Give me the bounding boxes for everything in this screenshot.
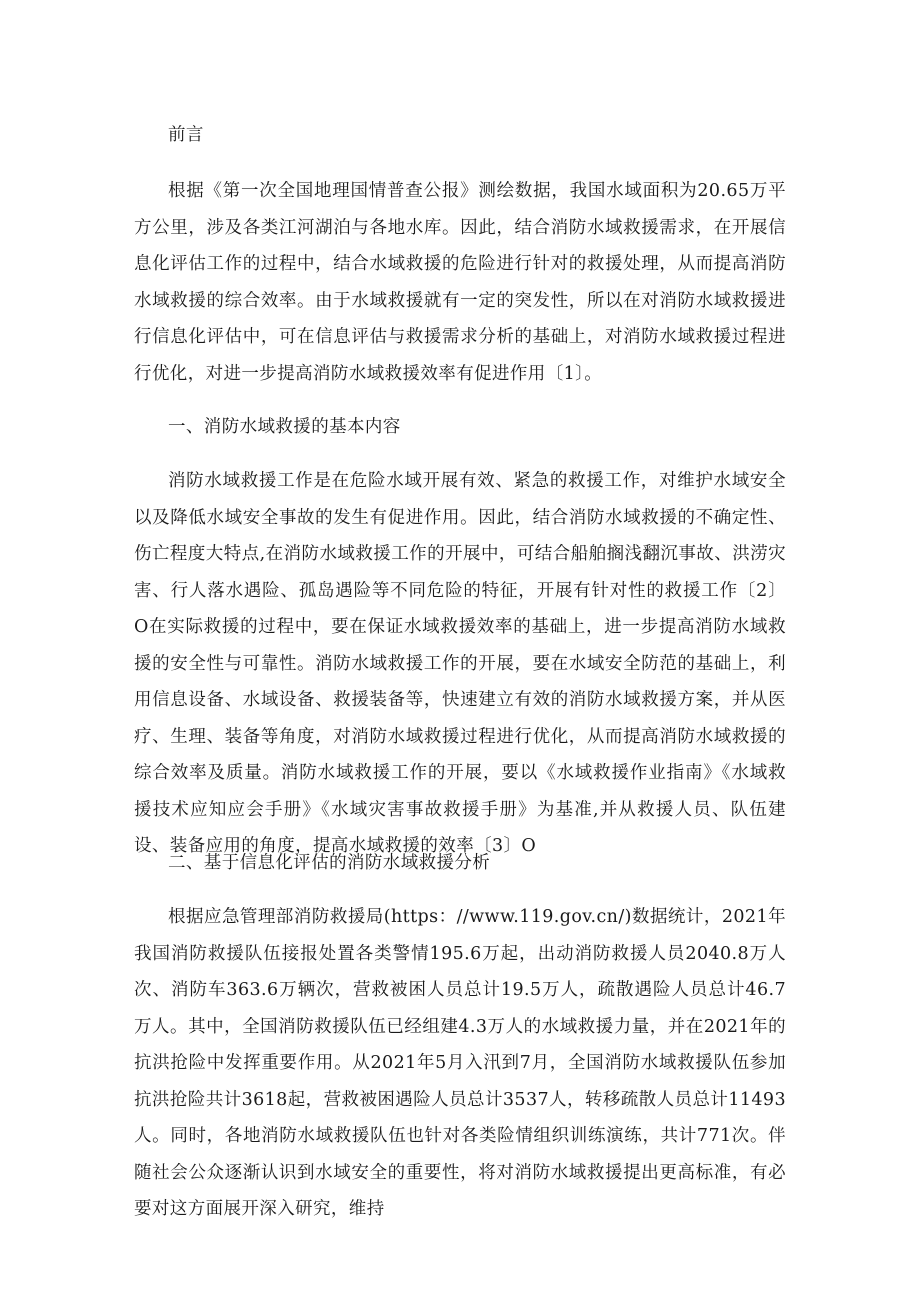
paragraph-section-2: 根据应急管理部消防救援局(https：//www.119.gov.cn/)数据统计，2021年我国消防救援队伍接报处置各类警情195.6万起，出动消防救援人员2040.8万人次、消防车363.6万辆次，营救被困人员总计19.5万人，疏散遇险人员总计46.7万人。其中，全国消防救援队伍已经组建4.3万人的水域救援力量，并在2021年的抗洪抢险中发挥重要作用。从2021年5月入汛到7月，全国消防水域救援队伍参加抗洪抢险共计3618起，营救被困遇险人员总计3537人，转移疏散人员总计11493人。同时，各地消防水域救援队伍也针对各类险情组织训练演练，共计771次。伴随社会公众逐渐认识到水域安全的重要性，将对消防水域救援提出更高标准，有必要对这方面展开深入研究，维持 bbox=[134, 907, 786, 1219]
heading-section-2: 二、基于信息化评估的消防水域救援分析 bbox=[168, 853, 491, 873]
paragraph-section-1: 消防水域救援工作是在危险水域开展有效、紧急的救援工作，对维护水域安全以及降低水域安全事故的发生有促进作用。因此，结合消防水域救援的不确定性、伤亡程度大特点,在消防水域救援工作的开展中，可结合船舶搁浅翻沉事故、洪涝灾害、行人落水遇险、孤岛遇险等不同危险的特征，开展有针对性的救援工作〔2〕O在实际救援的过程中，要在保证水域救援效率的基础上，进一步提高消防水域救援的安全性与可靠性。消防水域救援工作的开展，要在水域安全防范的基础上，利用信息设备、水域设备、救援装备等，快速建立有效的消防水域救援方案，并从医疗、生理、装备等角度，对消防水域救援过程进行优化，从而提高消防水域救援的综合效率及质量。消防水域救援工作的开展，要以《水域救援作业指南》《水域救援技术应知应会手册》《水域灾害事故救援手册》为基准,并从救援人员、队伍建设、装备应用的角度，提高水域救援的效率〔3〕O bbox=[134, 471, 786, 856]
paragraph-preface: 根据《第一次全国地理国情普查公报》测绘数据，我国水域面积为20.65万平方公里，涉及各类江河湖泊与各地水库。因此，结合消防水域救援需求，在开展信息化评估工作的过程中，结合水域救援的危险进行针对的救援处理，从而提高消防水域救援的综合效率。由于水域救援就有一定的突发性，所以在对消防水域救援进行信息化评估中，可在信息评估与救援需求分析的基础上，对消防水域救援过程进行优化，对进一步提高消防水域救援效率有促进作用〔1〕。 bbox=[134, 181, 786, 384]
heading-preface: 前言 bbox=[168, 125, 204, 145]
heading-section-1: 一、消防水域救援的基本内容 bbox=[168, 417, 401, 437]
